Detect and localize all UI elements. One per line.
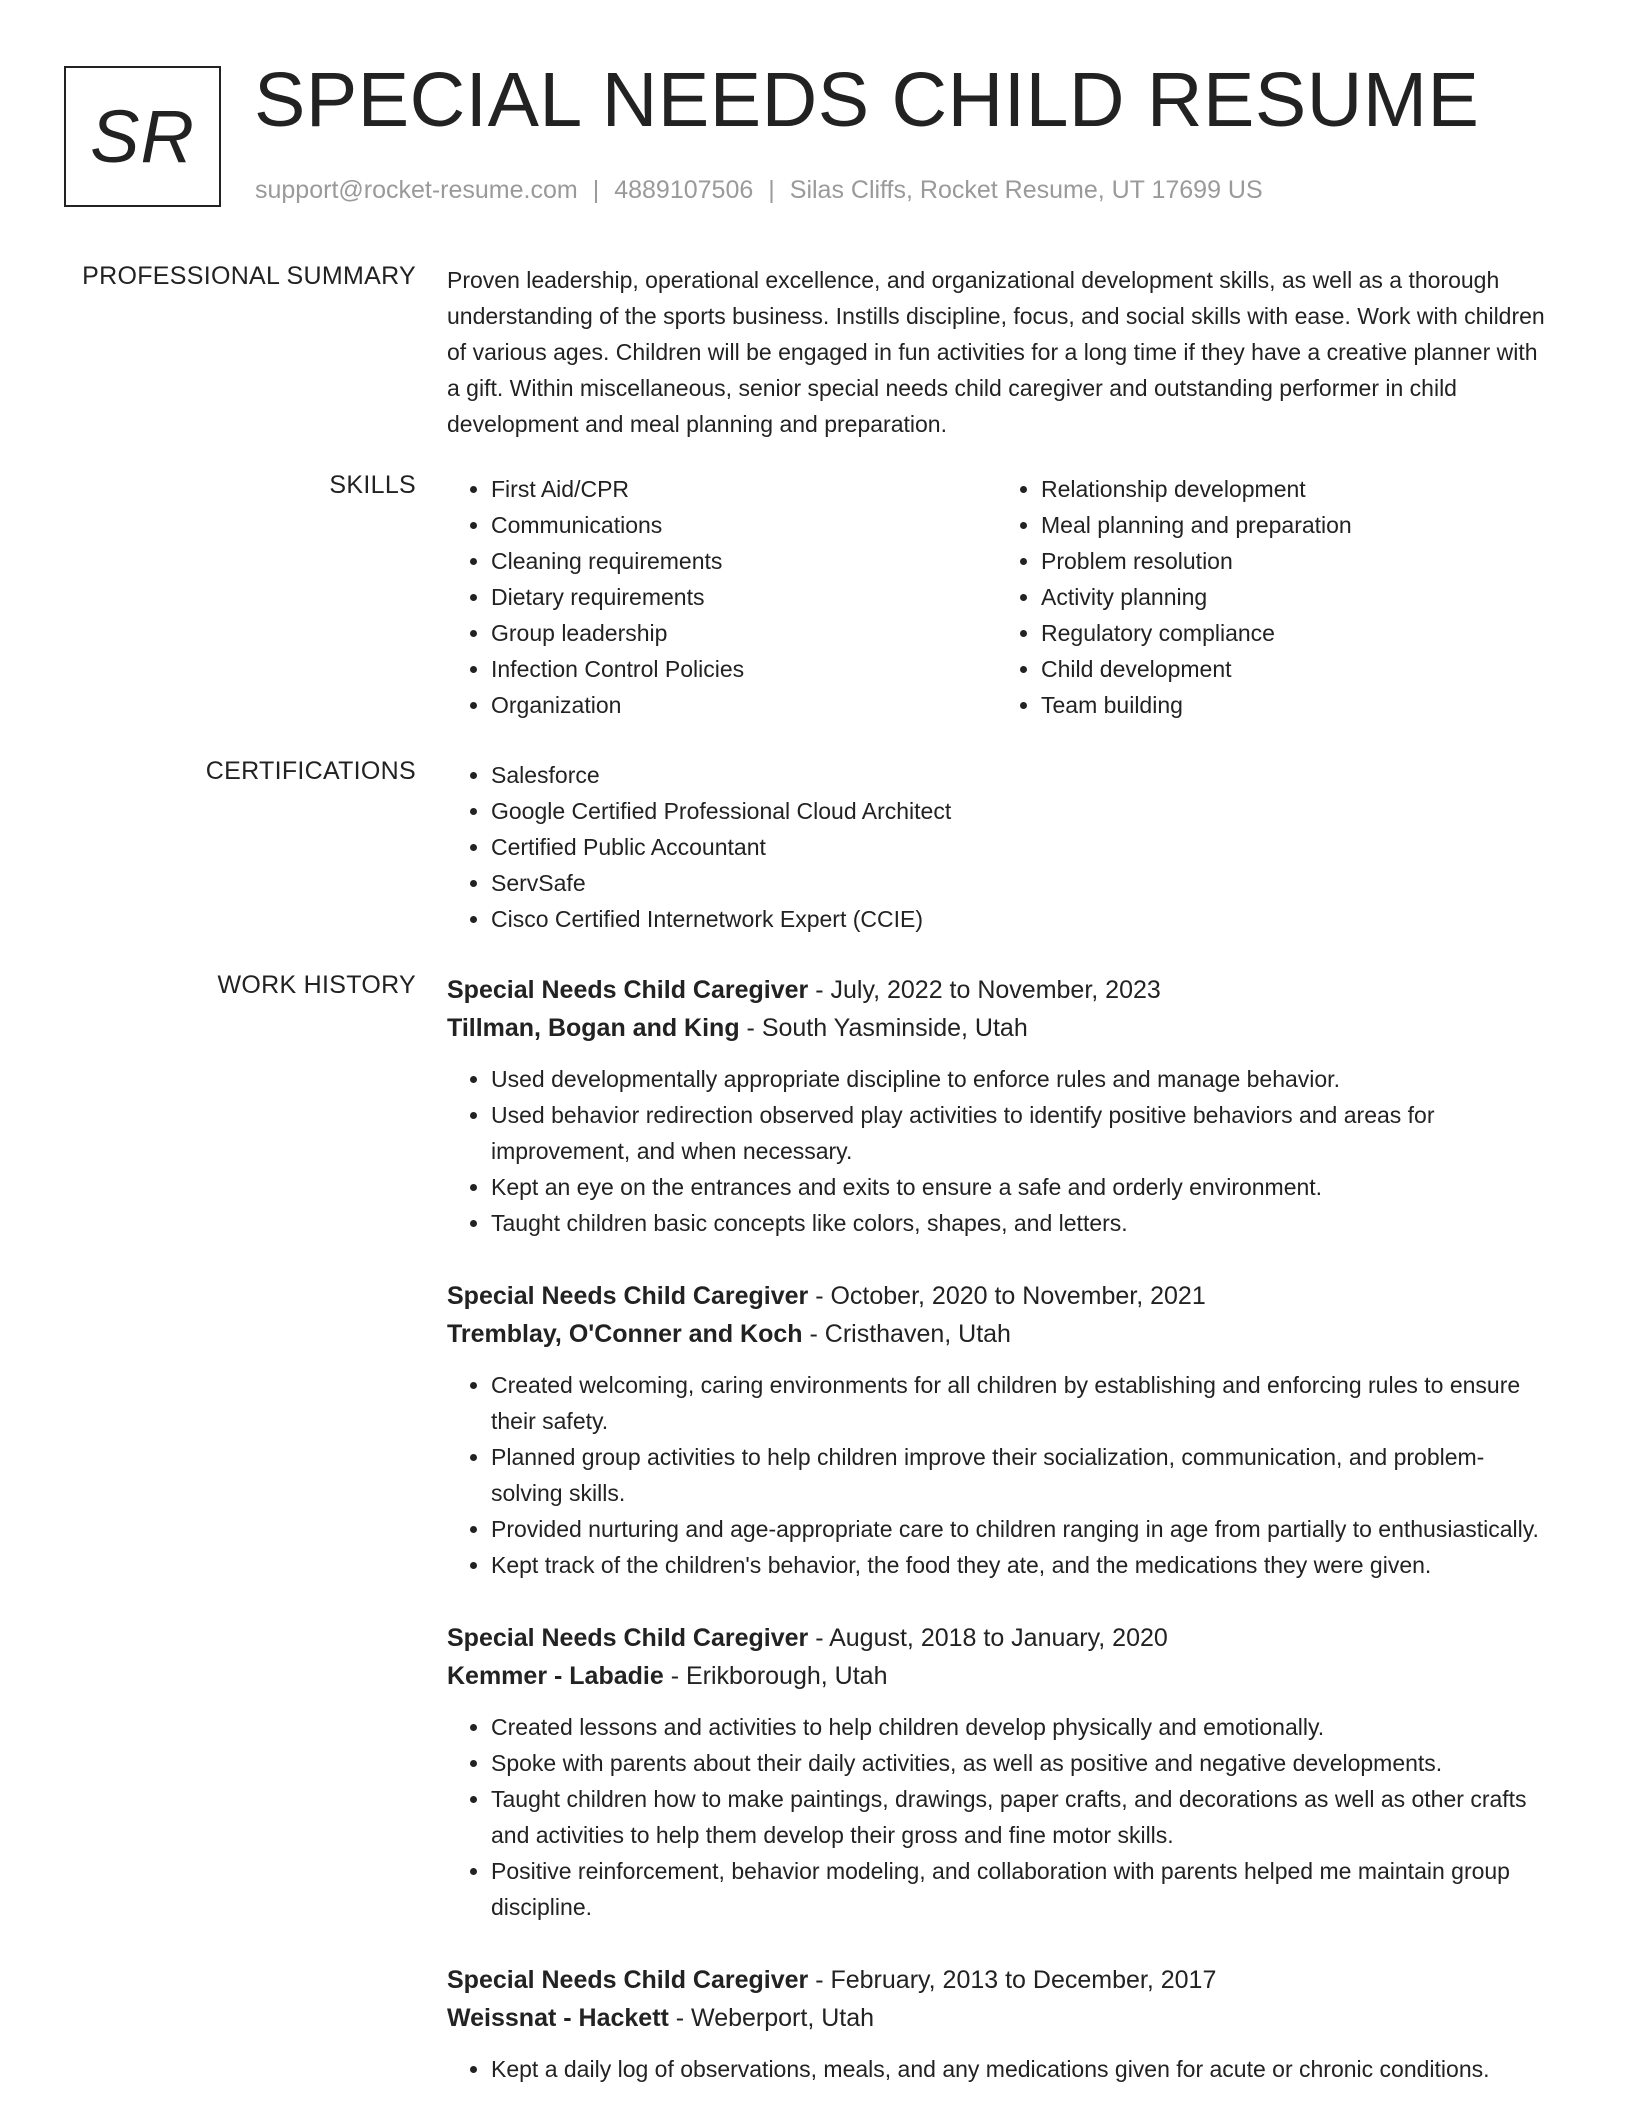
job-bullets <box>447 1061 1547 1241</box>
job-company-line <box>447 1315 1547 1353</box>
company-name: Weissnat - Hackett <box>447 2004 669 2032</box>
job-dates: - July, 2022 to November, 2023 <box>808 976 1161 1004</box>
list-item: • Salesforce <box>491 757 1547 793</box>
section-label: WORK HISTORY <box>217 971 416 999</box>
list-item: • Regulatory compliance <box>1041 615 1547 651</box>
job-entry <box>447 971 1547 1241</box>
contact-phone[interactable]: 4889107506 <box>614 176 754 204</box>
contact-line <box>255 176 1263 205</box>
list-item: • Team building <box>1041 687 1547 723</box>
list-item: • Activity planning <box>1041 579 1547 615</box>
list-item: • First Aid/CPR <box>491 471 997 507</box>
job-bullets <box>447 1367 1547 1583</box>
company-name: Kemmer - Labadie <box>447 1662 664 1690</box>
job-entry <box>447 1619 1547 1925</box>
list-item: • Created welcoming, caring environments for all children by establishing and enforcing rules to ensure their safety. <box>491 1367 1547 1439</box>
list-item: • Taught children basic concepts like colors, shapes, and letters. <box>491 1205 1547 1241</box>
list-item: • Certified Public Accountant <box>491 829 1547 865</box>
job-title: Special Needs Child Caregiver <box>447 976 809 1004</box>
list-item: • Positive reinforcement, behavior modeling, and collaboration with parents helped me maintain group discipline. <box>491 1853 1547 1925</box>
list-item: • Group leadership <box>491 615 997 651</box>
section-label: PROFESSIONAL SUMMARY <box>82 262 416 290</box>
list-item: • Problem resolution <box>1041 543 1547 579</box>
list-item: • Cisco Certified Internetwork Expert (CCIE) <box>491 901 1547 937</box>
section-label: SKILLS <box>329 471 416 499</box>
job-title-line <box>447 1277 1547 1315</box>
job-entry <box>447 1961 1547 2087</box>
job-company-line <box>447 1009 1547 1047</box>
monogram-logo: SR <box>64 66 221 207</box>
list-item: • Communications <box>491 507 997 543</box>
job-title: Special Needs Child Caregiver <box>447 1282 809 1310</box>
job-dates: - October, 2020 to November, 2021 <box>808 1282 1206 1310</box>
list-item: • Child development <box>1041 651 1547 687</box>
contact-address: Silas Cliffs, Rocket Resume, UT 17699 US <box>789 176 1263 204</box>
skills-list-left <box>447 471 997 723</box>
job-title: Special Needs Child Caregiver <box>447 1624 809 1652</box>
company-location: - South Yasminside, Utah <box>739 1014 1028 1042</box>
list-item: • Cleaning requirements <box>491 543 997 579</box>
certifications-body <box>447 757 1547 937</box>
skills-list-right <box>997 471 1547 723</box>
job-bullets <box>447 1709 1547 1925</box>
list-item: • Planned group activities to help children improve their socialization, communication, and problem-solving skills. <box>491 1439 1547 1511</box>
page-title: SPECIAL NEEDS CHILD RESUME <box>254 57 1480 143</box>
company-location: - Cristhaven, Utah <box>802 1320 1011 1348</box>
company-name: Tillman, Bogan and King <box>447 1014 740 1042</box>
list-item: • Used developmentally appropriate discipline to enforce rules and manage behavior. <box>491 1061 1547 1097</box>
list-item: • Relationship development <box>1041 471 1547 507</box>
list-item: • Provided nurturing and age-appropriate care to children ranging in age from partially to enthusiastically. <box>491 1511 1547 1547</box>
list-item: • Taught children how to make paintings, drawings, paper crafts, and decorations as well as other crafts and activities to help them develop their gross and fine motor skills. <box>491 1781 1547 1853</box>
list-item: • Kept a daily log of observations, meals, and any medications given for acute or chronic conditions. <box>491 2051 1547 2087</box>
job-title-line <box>447 971 1547 1009</box>
separator: | <box>592 176 600 204</box>
summary-body <box>447 262 1547 442</box>
company-location: - Weberport, Utah <box>668 2004 875 2032</box>
company-name: Tremblay, O'Conner and Koch <box>447 1320 803 1348</box>
job-dates: - February, 2013 to December, 2017 <box>808 1966 1217 1994</box>
list-item: • Infection Control Policies <box>491 651 997 687</box>
contact-email[interactable]: support@rocket-resume.com <box>255 176 578 204</box>
job-title-line <box>447 1619 1547 1657</box>
list-item: • Kept track of the children's behavior, the food they ate, and the medications they were given. <box>491 1547 1547 1583</box>
job-title-line <box>447 1961 1547 1999</box>
list-item: • ServSafe <box>491 865 1547 901</box>
job-entry <box>447 1277 1547 1583</box>
list-item: • Dietary requirements <box>491 579 997 615</box>
list-item: • Created lessons and activities to help children develop physically and emotionally. <box>491 1709 1547 1745</box>
list-item: • Organization <box>491 687 997 723</box>
list-item: • Google Certified Professional Cloud Architect <box>491 793 1547 829</box>
separator: | <box>768 176 775 204</box>
certifications-list <box>447 757 1547 937</box>
list-item: • Meal planning and preparation <box>1041 507 1547 543</box>
job-title: Special Needs Child Caregiver <box>447 1966 809 1994</box>
job-dates: - August, 2018 to January, 2020 <box>808 1624 1168 1652</box>
company-location: - Erikborough, Utah <box>663 1662 888 1690</box>
summary-text: Proven leadership, operational excellence, and organizational development skills, as well as a thorough understanding of the sports business. Instills discipline, focus, and social skills with ease. Work with children of various ages. Children will be engaged in fun activities for a long time if they have a creative planner with a gift. Within miscellaneous, senior special needs child caregiver and outstanding performer in child development and meal planning and preparation. <box>447 267 1545 437</box>
skills-body <box>447 471 1547 723</box>
list-item: • Used behavior redirection observed play activities to identify positive behaviors and areas for improvement, and when necessary. <box>491 1097 1547 1169</box>
job-company-line <box>447 1999 1547 2037</box>
job-company-line <box>447 1657 1547 1695</box>
work-history-body <box>447 971 1547 2123</box>
job-bullets <box>447 2051 1547 2087</box>
section-label: CERTIFICATIONS <box>205 757 416 785</box>
list-item: • Spoke with parents about their daily activities, as well as positive and negative developments. <box>491 1745 1547 1781</box>
list-item: • Kept an eye on the entrances and exits to ensure a safe and orderly environment. <box>491 1169 1547 1205</box>
